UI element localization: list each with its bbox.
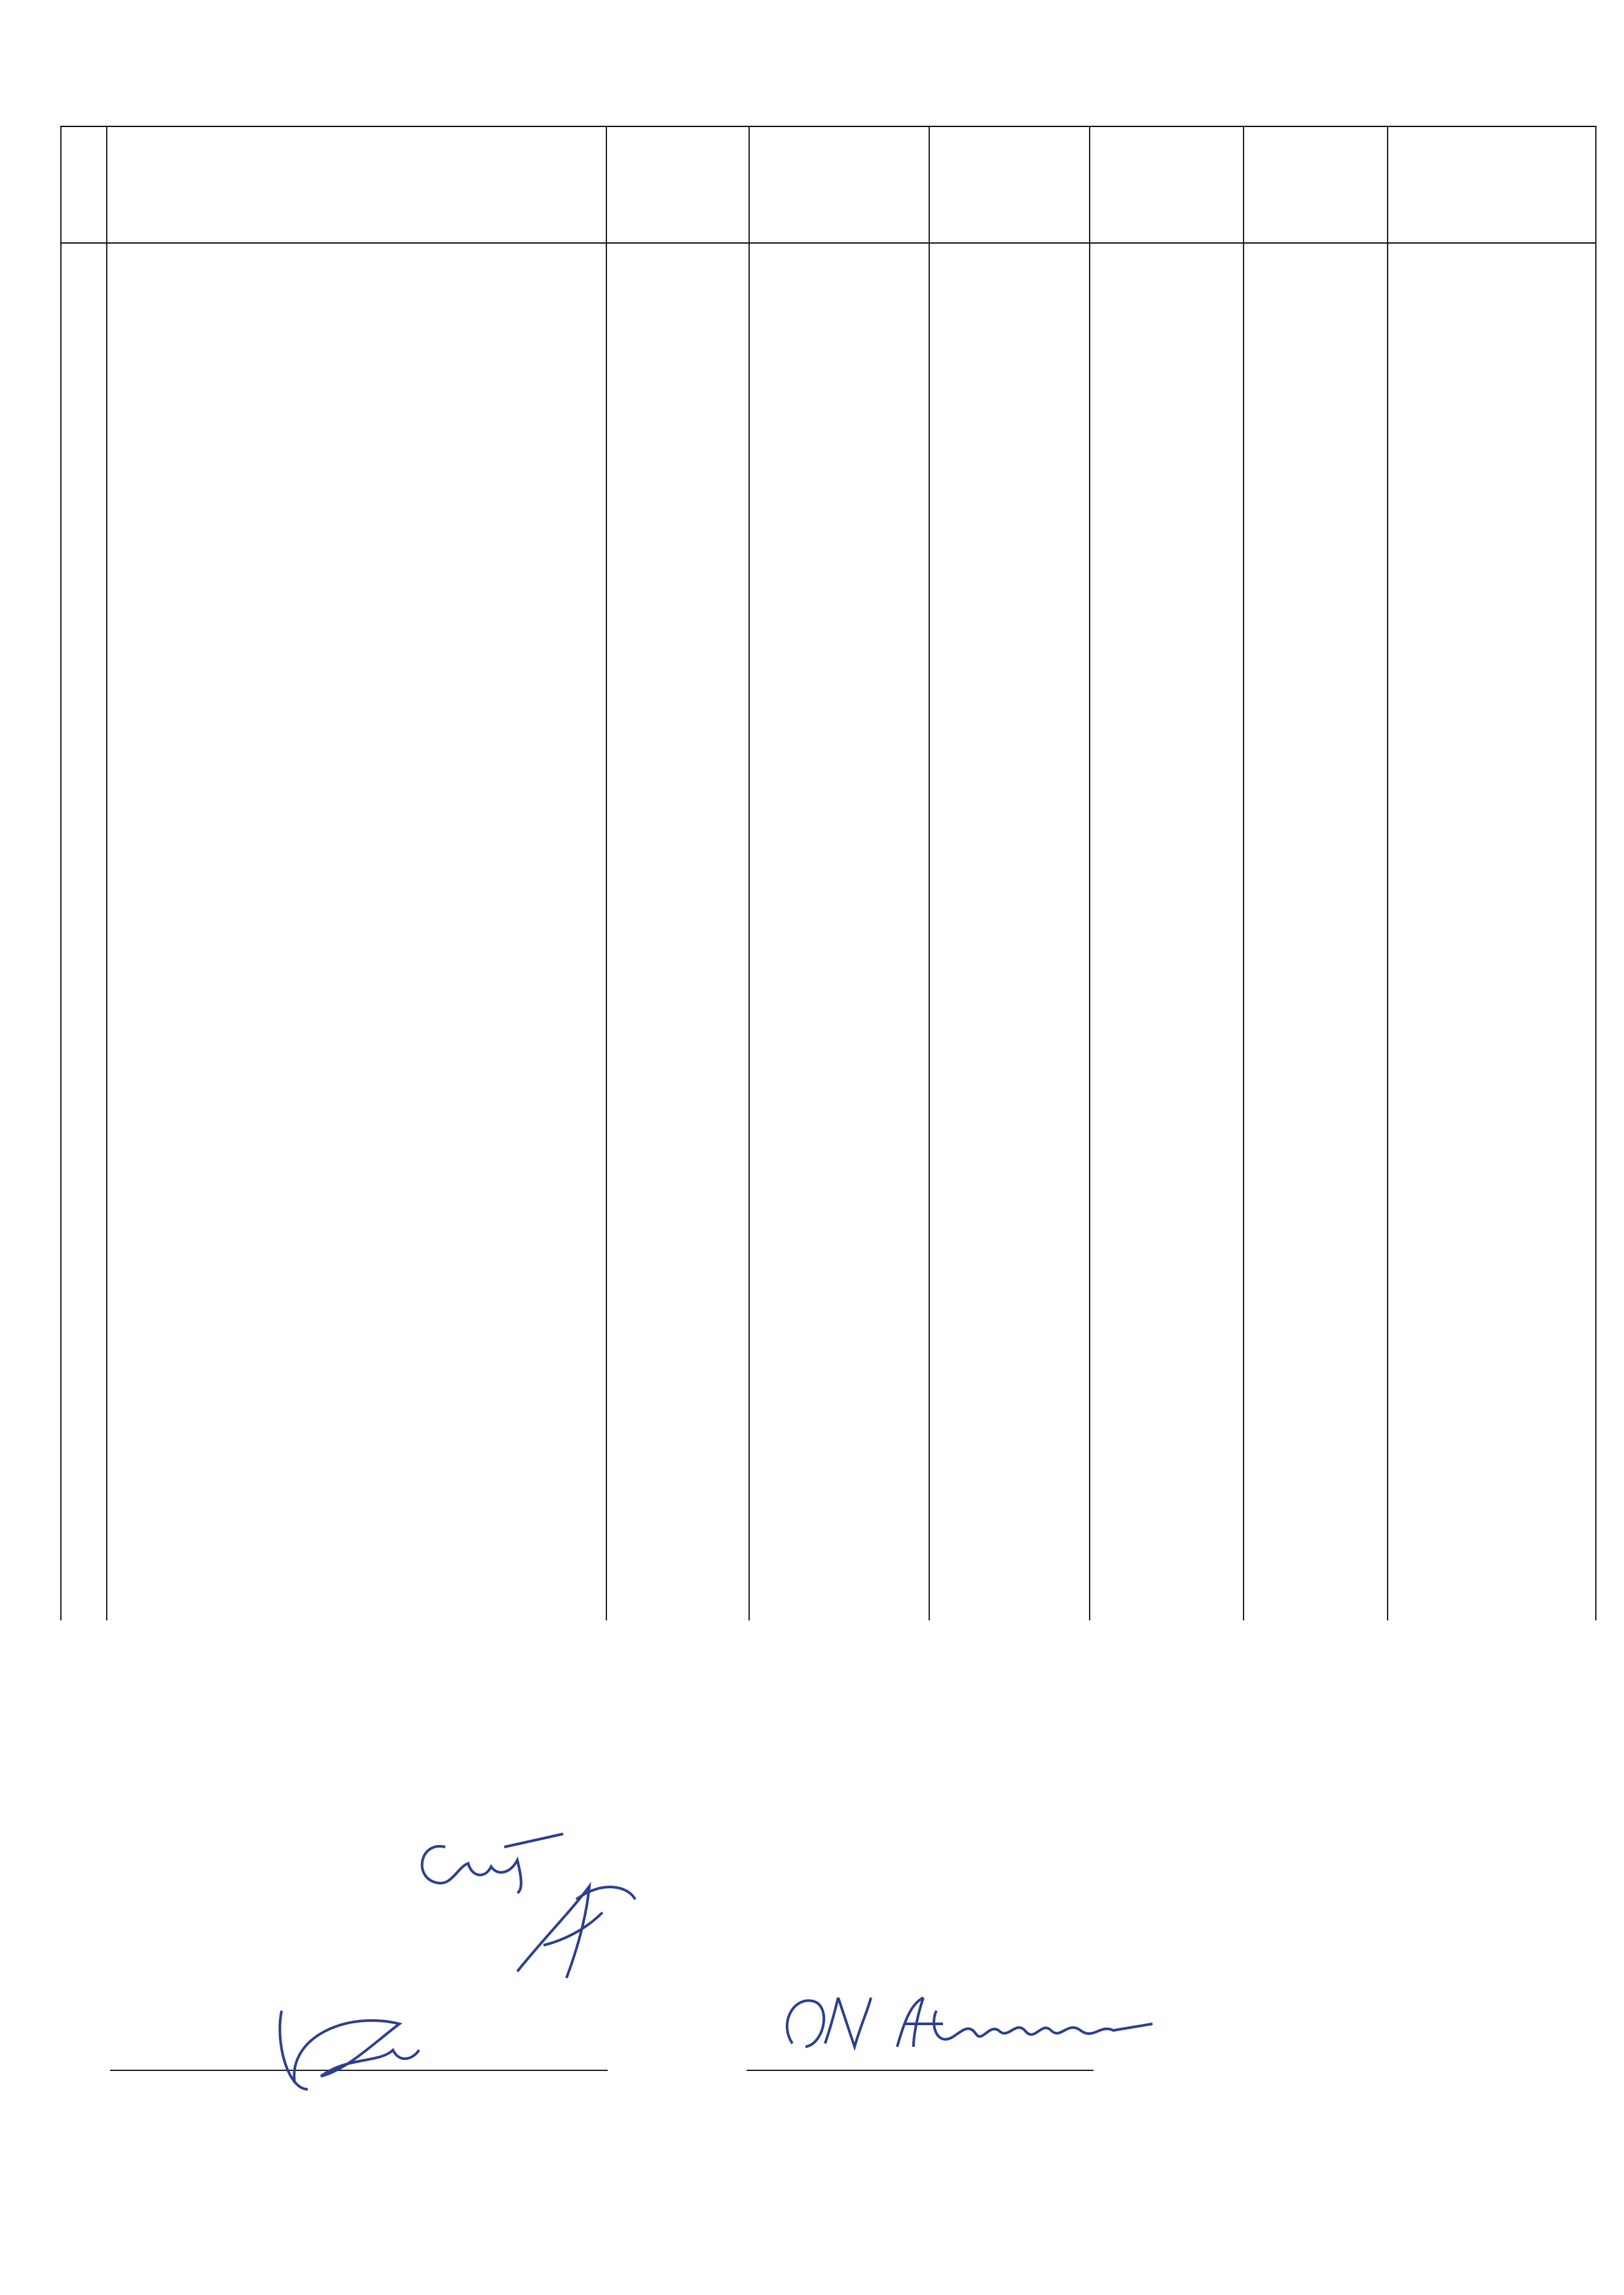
table-column-border [106, 126, 107, 1620]
report-table [0, 126, 1624, 1620]
table-row-border [60, 242, 1595, 244]
table-column-border [1387, 126, 1388, 1620]
table-column-border [60, 126, 62, 1620]
table-column-border [1595, 126, 1596, 1620]
accountant-signature [504, 1873, 648, 1985]
table-column-border [1243, 126, 1244, 1620]
table-column-border [748, 126, 750, 1620]
table-row-border [60, 126, 1595, 127]
representative-signature [268, 1998, 439, 2096]
table-column-border [606, 126, 607, 1620]
representative-name-handwritten [773, 1985, 1166, 2070]
table-column-border [929, 126, 930, 1620]
table-column-border [1089, 126, 1090, 1620]
fio-line [747, 2070, 1094, 2071]
